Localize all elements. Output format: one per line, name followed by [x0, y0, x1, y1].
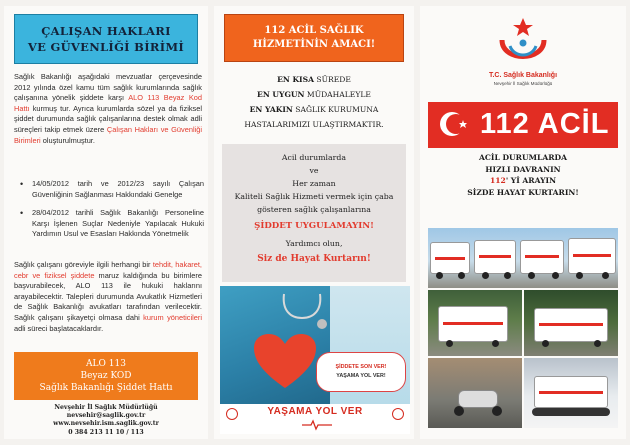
campaign-footer — [220, 404, 410, 434]
emergency-112-banner — [428, 102, 618, 148]
purpose-line — [222, 102, 406, 117]
hotline-box — [14, 352, 198, 400]
purpose-line — [222, 117, 406, 132]
stethoscope-icon — [278, 292, 328, 332]
title-line-2: VE GÜVENLİĞİ BİRİMİ — [27, 40, 185, 54]
slogan-line: HIZLI DAVRANIN — [485, 164, 561, 174]
closing-highlight-managers: kurum yöneticileri — [143, 312, 202, 322]
health-worker-photo — [220, 286, 410, 404]
purpose-keyword: EN YAKIN — [249, 105, 293, 114]
ministry-logo-icon — [490, 16, 556, 78]
message-line: gösteren sağlık çalışanlarına — [257, 205, 371, 214]
purpose-title-line-2: HİZMETİNİN AMACI! — [252, 39, 376, 50]
contact-phone: 0 384 213 11 10 / 113 — [68, 428, 144, 436]
closing-paragraph — [14, 260, 202, 334]
save-lives-slogan: Siz de Hayat Kurtarın! — [257, 254, 371, 264]
ministry-subtitle: Nevşehir İl Sağlık Müdürlüğü — [493, 81, 553, 86]
closing-highlight-violence: tehdit, hakaret, cebr ve fiziksel şiddete — [14, 260, 202, 280]
heart-icon — [252, 332, 318, 390]
message-line: Yardımcı olun, — [285, 239, 343, 248]
ambulance-photo — [428, 290, 522, 356]
purpose-statement — [222, 72, 406, 132]
regulation-item: • 14/05/2012 tarih ve 2012/23 sayılı Çalışan Güvenliğinin Sağlanması Hakkındaki Genelge — [18, 179, 204, 200]
regulation-item: • 28/04/2012 tarihli Sağlık Bakanlığı Personeline Karşı İşlenen Suçlar Nedeniyle Yapılacak Hukuki Yardımın Usul ve Esasları Hakkında Yönetmelik — [18, 208, 204, 240]
title-line-1: ÇALIŞAN HAKLARI — [41, 24, 171, 38]
ministry-name: T.C. Sağlık Bakanlığı — [488, 72, 558, 79]
ministry-logo-icon — [392, 408, 404, 420]
contact-block — [14, 404, 198, 437]
closing-text-3: adli süreci başlatacaklardır. — [14, 323, 104, 333]
hotline-description: Sağlık Bakanlığı Şiddet Hattı — [39, 383, 173, 393]
message-line: Kaliteli Sağlık Hizmeti vermek için çaba — [234, 192, 394, 201]
contact-website: www.nevsehir.ism.saglik.gov.tr — [53, 420, 159, 428]
anti-violence-box — [222, 144, 406, 282]
intro-text-2: kurmuş tur. Ayrıca kurumlarda sözel ya da fiziksel şiddet durumunda sağlık çalışanlarına destek olmak adli süreçleri takip etmek üzere — [14, 103, 202, 134]
purpose-title-box — [224, 14, 404, 62]
contact-email: nevsehir@saglik.gov.tr — [66, 412, 146, 420]
slogan-line: SİZDE HAYAT KURTARIN! — [467, 187, 579, 197]
slogan-line: ACİL DURUMLARDA — [478, 153, 568, 162]
purpose-title-line-1: 112 ACİL SAĞLIK — [264, 25, 364, 36]
closing-text-1: Sağlık çalışanı göreviyle ilgili herhangi bir — [14, 260, 153, 269]
message-line: Acil durumlarda — [281, 153, 347, 162]
intro-text-1: Sağlık Bakanlığı aşağıdaki mevzuatlar çerçevesinde 2012 yılında özel kamu tüm sağlık kurumlarında sağlık çalışanına yönelik şiddete karşı — [14, 72, 202, 103]
banner-title: 112 ACİL — [480, 108, 610, 140]
campaign-slogan: YAŞAMA YOL VER — [267, 406, 363, 417]
intro-paragraph — [14, 72, 202, 146]
no-violence-warning: ŞİDDET UYGULAMAYIN! — [254, 221, 374, 231]
employee-rights-title-box — [14, 14, 198, 64]
slogan-line — [428, 175, 618, 187]
bubble-line-2: YAŞAMA YOL VER! — [336, 373, 386, 379]
hotline-number: ALO 113 — [86, 359, 126, 369]
motorcycle-ambulance-photo — [428, 358, 522, 428]
purpose-text: HASTALARIMIZI ULAŞTIRMAKTIR. — [244, 120, 384, 129]
regulation-list — [18, 179, 204, 248]
crescent-star-icon — [438, 108, 470, 140]
intro-text-3: oluşturulmuştur. — [40, 135, 95, 145]
cover-slogan — [428, 152, 618, 198]
purpose-text: MÜDAHALEYLE — [304, 90, 371, 99]
bubble-line-1: ŞİDDETE SON VER! — [335, 364, 387, 370]
purpose-text: SAĞLIK KURUMUNA — [292, 105, 379, 114]
slogan-bubble — [316, 352, 406, 392]
ambulance-photo — [524, 290, 618, 356]
purpose-line — [222, 72, 406, 87]
heartbeat-icon — [302, 419, 332, 431]
message-line: ve — [309, 166, 319, 175]
intro-highlight-hotline: ALO 113 Beyaz Kod Hattı — [14, 93, 203, 113]
slogan-number: 112 — [489, 176, 506, 185]
closing-text-2: maruz kaldığında bu birimlere başvurabilecek, ALO 113 ile hukuki haklarını arayabilecektir. Talepleri durumunda Avukatlık Hizmetleri de Sağlık Bakanlığı avukatları tarafından verilecektir. Sağlık çalışanı şikayetçi olmasa dahi — [14, 270, 202, 322]
contact-org: Nevşehir İl Sağlık Müdürlüğü — [54, 404, 158, 411]
snow-ambulance-photo — [524, 358, 618, 428]
intro-highlight-units: Çalışan Hakları ve Güvenliği Birimleri — [14, 124, 202, 145]
ambulance-fleet-photo — [428, 228, 618, 288]
message-line: Her zaman — [292, 179, 336, 188]
panel-employee-rights — [4, 6, 208, 439]
purpose-keyword: EN KISA — [277, 75, 314, 84]
hotline-code: Beyaz KOD — [80, 371, 132, 381]
purpose-keyword: EN UYGUN — [257, 90, 305, 99]
purpose-line — [222, 87, 406, 102]
panel-112-cover — [420, 6, 626, 439]
slogan-text: ' Yİ ARAYIN — [505, 176, 557, 185]
panel-112-purpose — [214, 6, 414, 439]
purpose-text: SÜREDE — [313, 75, 351, 84]
